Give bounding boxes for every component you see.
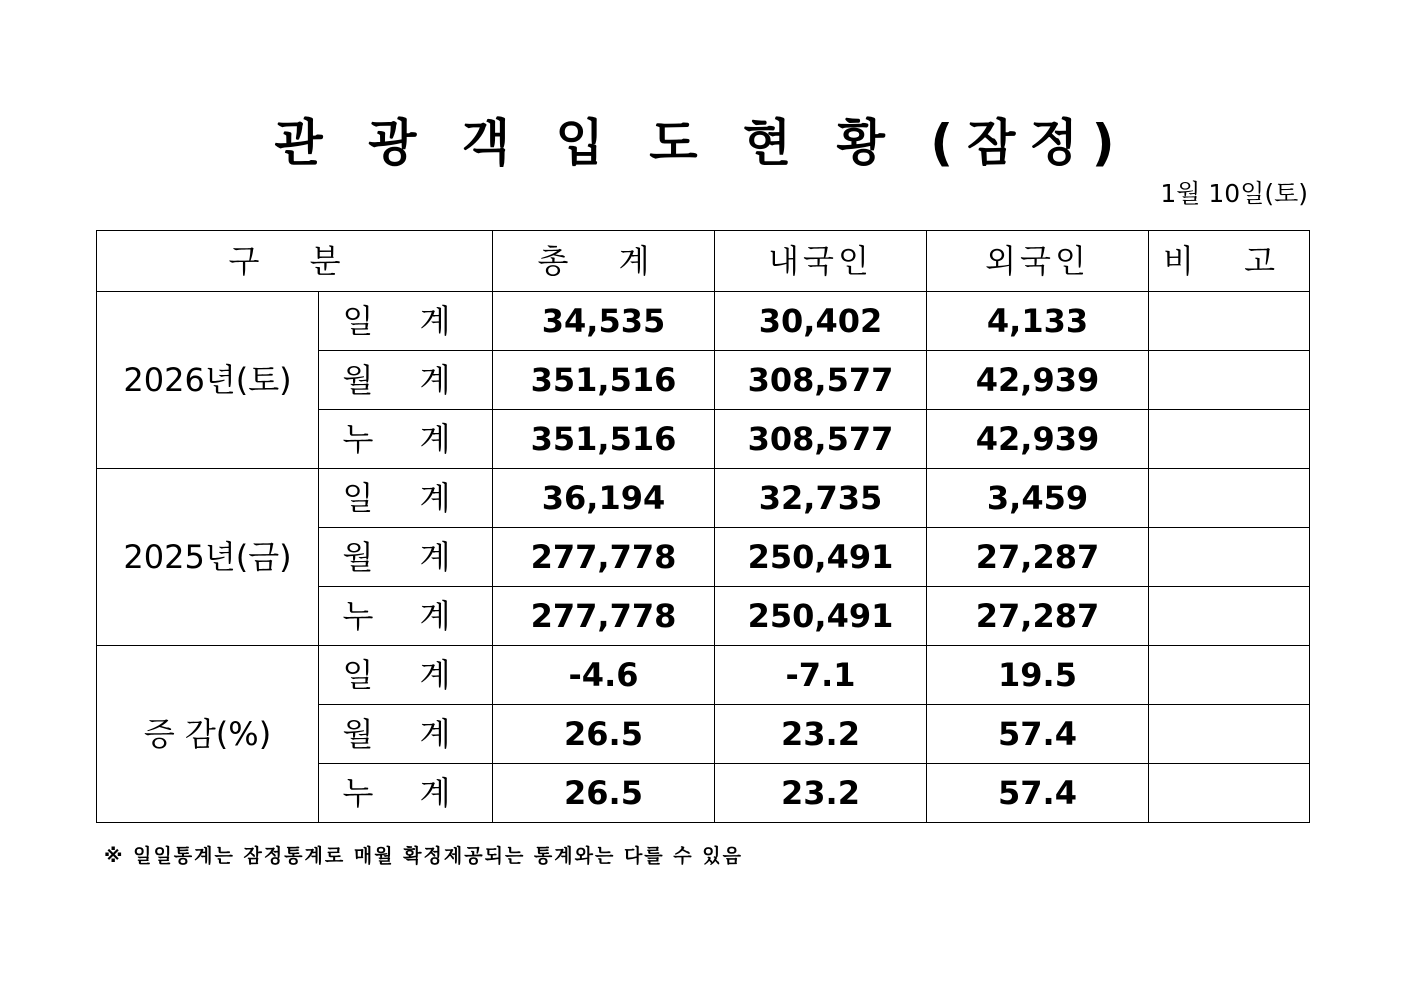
cell-total: 277,778	[493, 587, 715, 646]
cell-domestic: 308,577	[715, 351, 927, 410]
cell-foreign: 42,939	[927, 410, 1149, 469]
cell-domestic: 23.2	[715, 705, 927, 764]
cell-foreign: 4,133	[927, 292, 1149, 351]
cell-domestic: -7.1	[715, 646, 927, 705]
page-title: 관 광 객 입 도 현 황 (잠정)	[274, 114, 1129, 172]
cell-total: 34,535	[493, 292, 715, 351]
cell-total: 26.5	[493, 705, 715, 764]
footnote: ※ 일일통계는 잠정통계로 매월 확정제공되는 통계와는 다를 수 있음	[104, 845, 743, 867]
cell-remarks	[1149, 646, 1310, 705]
row-type: 월 계	[319, 528, 493, 587]
cell-remarks	[1149, 705, 1310, 764]
cell-total: 351,516	[493, 410, 715, 469]
row-type: 월 계	[319, 351, 493, 410]
cell-domestic: 30,402	[715, 292, 927, 351]
cell-foreign: 57.4	[927, 764, 1149, 823]
cell-total: -4.6	[493, 646, 715, 705]
cell-remarks	[1149, 351, 1310, 410]
group-label-2025: 2025년(금)	[97, 469, 319, 646]
group-label-change: 증 감(%)	[97, 646, 319, 823]
header-domestic: 내국인	[715, 231, 927, 292]
cell-foreign: 19.5	[927, 646, 1149, 705]
table-header-row	[97, 231, 1310, 292]
table-row	[97, 469, 1310, 528]
cell-remarks	[1149, 410, 1310, 469]
cell-foreign: 27,287	[927, 528, 1149, 587]
cell-remarks	[1149, 764, 1310, 823]
cell-remarks	[1149, 469, 1310, 528]
cell-domestic: 250,491	[715, 528, 927, 587]
cell-total: 36,194	[493, 469, 715, 528]
header-foreign: 외국인	[927, 231, 1149, 292]
header-remarks: 비 고	[1149, 231, 1310, 292]
report-date: 1월 10일(토)	[1160, 179, 1308, 208]
row-type: 누 계	[319, 764, 493, 823]
cell-total: 26.5	[493, 764, 715, 823]
tourist-statistics-table	[96, 230, 1310, 823]
cell-domestic: 32,735	[715, 469, 927, 528]
row-type: 월 계	[319, 705, 493, 764]
cell-total: 351,516	[493, 351, 715, 410]
cell-foreign: 27,287	[927, 587, 1149, 646]
row-type: 누 계	[319, 587, 493, 646]
row-type: 일 계	[319, 646, 493, 705]
cell-remarks	[1149, 587, 1310, 646]
row-type: 누 계	[319, 410, 493, 469]
cell-foreign: 42,939	[927, 351, 1149, 410]
row-type: 일 계	[319, 469, 493, 528]
table-row	[97, 646, 1310, 705]
cell-total: 277,778	[493, 528, 715, 587]
cell-domestic: 308,577	[715, 410, 927, 469]
group-label-2026: 2026년(토)	[97, 292, 319, 469]
table-row	[97, 292, 1310, 351]
cell-domestic: 250,491	[715, 587, 927, 646]
cell-foreign: 57.4	[927, 705, 1149, 764]
cell-domestic: 23.2	[715, 764, 927, 823]
header-total: 총 계	[493, 231, 715, 292]
cell-remarks	[1149, 292, 1310, 351]
row-type: 일 계	[319, 292, 493, 351]
cell-foreign: 3,459	[927, 469, 1149, 528]
header-category: 구 분	[97, 231, 493, 292]
cell-remarks	[1149, 528, 1310, 587]
